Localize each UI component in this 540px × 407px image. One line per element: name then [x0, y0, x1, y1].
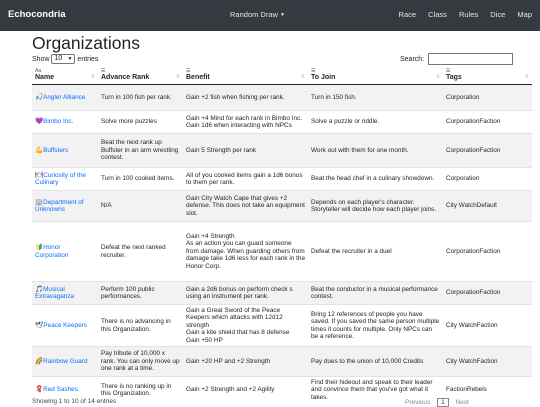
table-row	[32, 305, 532, 347]
nav-links	[389, 10, 532, 19]
organization-emblem-icon: 💜	[35, 118, 44, 126]
cell-advance-rank: Beat the next rank up Buffster in an arm wrestling contest.	[98, 134, 183, 168]
organization-emblem-icon: 💪	[35, 146, 44, 154]
page-1-button[interactable]: 1	[437, 398, 449, 407]
cell-tags: City WatchFaction	[443, 347, 532, 377]
organization-emblem-icon: 🕊	[35, 321, 44, 329]
chevron-down-icon: ▼	[67, 56, 73, 62]
cell-tags: CorporationFaction	[443, 282, 532, 305]
organization-emblem-icon: 🍽	[35, 171, 44, 179]
cell-advance-rank: Pay tribute of 10,000 x rank. You can only move up one rank at a time.	[98, 347, 183, 377]
list-type-icon: ☰	[186, 68, 191, 74]
organization-emblem-icon: 🧣	[35, 386, 44, 394]
organization-name-link[interactable]: Angler Alliance	[43, 93, 86, 101]
random-draw-dropdown[interactable]	[230, 10, 285, 19]
entries-select-value: 10	[54, 55, 63, 62]
sort-icon: ⇅	[90, 74, 95, 80]
organization-emblem-icon: 🏢	[35, 198, 44, 206]
cell-benefit: Gain 5 Strength per rank	[183, 134, 308, 168]
table-header-row	[32, 66, 532, 85]
table-info: Showing 1 to 10 of 14 entries	[32, 398, 117, 405]
nav-dice[interactable]: Dice	[490, 10, 506, 19]
cell-to-join: Solve a puzzle or riddle.	[308, 111, 443, 134]
navbar	[0, 0, 540, 31]
cell-benefit: All of you cooked items gain a 1d6 bonus to them per rank.	[183, 168, 308, 191]
organization-name-link[interactable]: Buffsters	[43, 146, 69, 154]
table-row	[32, 168, 532, 191]
search-control	[400, 53, 513, 65]
cell-to-join: Pay dues to the union of 10,000 Credits	[308, 347, 443, 377]
organization-emblem-icon: 🔰	[35, 244, 44, 252]
column-header-to-join[interactable]: ☰ To Join ⇅	[308, 66, 443, 85]
cell-to-join: Work out with them for one month.	[308, 134, 443, 168]
cell-name	[32, 134, 98, 168]
cell-benefit: Gain +4 Strength As an action you can guard someone from damage. When guarding others from damage take 1d6 less for each rank in the Honor Corp.	[183, 222, 308, 282]
organization-emblem-icon: 🎣	[35, 93, 44, 101]
cell-benefit: Gain +20 HP and +2 Strength	[183, 347, 308, 377]
cell-benefit: Gain a 2d6 bonus on perform check s using an instrument per rank.	[183, 282, 308, 305]
organization-name-link[interactable]: Bimbo Inc.	[43, 118, 74, 126]
column-header-name[interactable]: Aa Name ⇅	[32, 66, 98, 85]
cell-name	[32, 222, 98, 282]
nav-race[interactable]: Race	[398, 10, 417, 19]
cell-tags: City WatchDefault	[443, 191, 532, 222]
sort-icon: ⇅	[524, 74, 529, 80]
table-row	[32, 134, 532, 168]
brand-link[interactable]: Echocondria	[8, 9, 66, 20]
sort-icon: ⇅	[175, 74, 180, 80]
cell-benefit: Gain City Watch Cape that gives +2 defense. This does not take an equipment slot.	[183, 191, 308, 222]
cell-benefit: Gain +4 Mind for each rank in Bimbo Inc. Gain 1d6 when interacting with NPCs	[183, 111, 308, 134]
cell-advance-rank: Defeat the next ranked recruiter.	[98, 222, 183, 282]
table-row	[32, 111, 532, 134]
table-row	[32, 191, 532, 222]
organization-name-link[interactable]: Honor Corporation	[35, 244, 69, 259]
list-type-icon: ☰	[311, 68, 316, 74]
cell-tags: City WatchFaction	[443, 305, 532, 347]
organization-name-link[interactable]: Department of Unknowns	[35, 198, 84, 213]
organization-name-link[interactable]: Curiosity of the Culinary	[35, 171, 86, 186]
nav-class[interactable]: Class	[428, 10, 447, 19]
cell-tags: Corporation	[443, 85, 532, 111]
organization-name-link[interactable]: Musical Extravaganza	[35, 285, 75, 300]
cell-to-join: Beat the conductor in a musical performance contest.	[308, 282, 443, 305]
cell-to-join: Turn in 150 fish.	[308, 85, 443, 111]
caret-down-icon: ▼	[280, 12, 285, 18]
sort-icon: ⇅	[300, 74, 305, 80]
nav-map[interactable]: Map	[517, 10, 532, 19]
entries-length-control	[32, 54, 98, 64]
cell-tags: CorporationFaction	[443, 222, 532, 282]
list-type-icon: ☰	[446, 68, 451, 74]
organization-name-link[interactable]: Peace Keepers	[43, 321, 87, 329]
pagination	[405, 398, 469, 407]
organization-emblem-icon: 🎵	[35, 285, 44, 293]
cell-advance-rank: Solve more puzzles	[98, 111, 183, 134]
cell-benefit: Gain +2 fish when fishing per rank.	[183, 85, 308, 111]
organization-name-link[interactable]: Rainbow Guard	[43, 357, 88, 365]
cell-benefit: Gain a Great Sword of the Peace Keepers which attacks with 12d12 strength Gain a kite shield that has 8 defense Gain +50 HP	[183, 305, 308, 347]
text-type-icon: Aa	[35, 68, 42, 74]
cell-name	[32, 305, 98, 347]
cell-to-join: Find their hideout and speak to their leader and convince them that you've got what it takes.	[308, 377, 443, 404]
table-body	[32, 85, 532, 404]
column-header-benefit[interactable]: ☰ Benefit ⇅	[183, 66, 308, 85]
next-button[interactable]: Next	[455, 399, 469, 406]
cell-name	[32, 85, 98, 111]
cell-to-join: Defeat the recruiter in a duel	[308, 222, 443, 282]
nav-rules[interactable]: Rules	[459, 10, 479, 19]
cell-benefit: Gain +2 Strength and +2 Agility	[183, 377, 308, 404]
entries-label: entries	[77, 55, 99, 63]
entries-select[interactable]	[51, 54, 75, 64]
cell-tags: CorporationFaction	[443, 134, 532, 168]
sort-icon: ⇅	[435, 74, 440, 80]
table-row	[32, 85, 532, 111]
organization-emblem-icon: 🌈	[35, 357, 44, 365]
organization-name-link[interactable]: Red Sashes	[43, 386, 78, 394]
previous-button[interactable]: Previous	[405, 399, 431, 406]
table-row	[32, 347, 532, 377]
cell-name	[32, 347, 98, 377]
cell-advance-rank: There is no ranking up in this Organization.	[98, 377, 183, 404]
cell-advance-rank: Turn in 100 fish per rank.	[98, 85, 183, 111]
cell-name	[32, 282, 98, 305]
cell-tags: CorporationFaction	[443, 111, 532, 134]
list-type-icon: ☰	[101, 68, 106, 74]
cell-to-join: Beat the head chef in a culinary showdown.	[308, 168, 443, 191]
column-header-advance-rank[interactable]: ☰ Advance Rank ⇅	[98, 66, 183, 85]
cell-name	[32, 168, 98, 191]
cell-to-join: Bring 12 references of people you have saved. If you saved the same person multiple times it counts for multiple. Only NPCs can be a reference.	[308, 305, 443, 347]
cell-tags: FactionRebels	[443, 377, 532, 404]
cell-name	[32, 111, 98, 134]
page-title: Organizations	[32, 33, 140, 53]
cell-tags: Corporation	[443, 168, 532, 191]
cell-name	[32, 191, 98, 222]
random-draw-label: Random Draw	[230, 10, 278, 19]
organizations-table	[32, 66, 532, 403]
column-header-tags[interactable]: ☰ Tags ⇅	[443, 66, 532, 85]
cell-advance-rank: N/A	[98, 191, 183, 222]
table-row	[32, 222, 532, 282]
search-input[interactable]	[428, 53, 513, 65]
cell-advance-rank: Perform 100 public performances.	[98, 282, 183, 305]
search-label: Search:	[400, 55, 425, 63]
table-row	[32, 282, 532, 305]
cell-advance-rank: There is no advancing in this Organization.	[98, 305, 183, 347]
cell-to-join: Depends on each player's character. Storyteller will decide how each player joins.	[308, 191, 443, 222]
show-label: Show	[32, 55, 50, 63]
cell-advance-rank: Turn in 100 cooked items.	[98, 168, 183, 191]
